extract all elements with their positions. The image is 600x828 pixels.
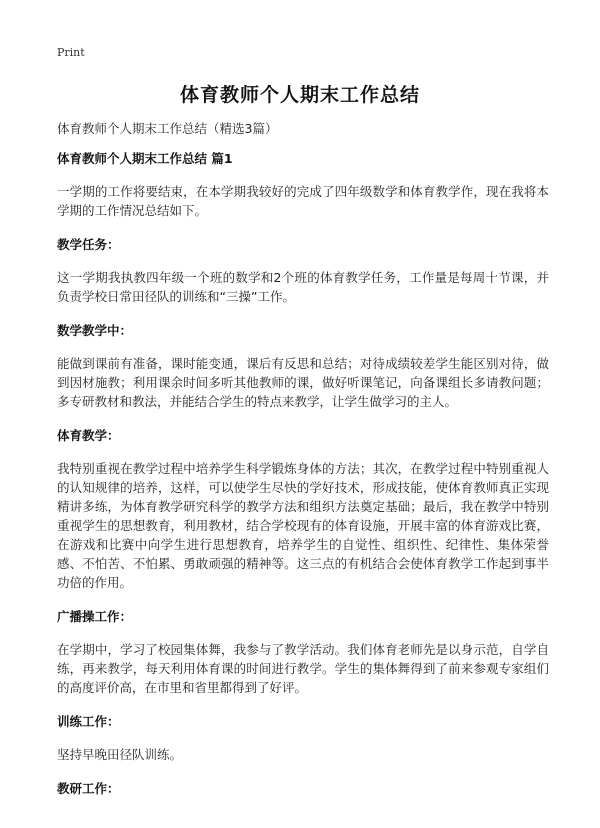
section-heading-training: 训练工作： [57,714,120,729]
document-subtitle: 体育教师个人期末工作总结（精选3篇） [57,121,278,136]
section-paragraph-training: 坚持早晚田径队训练。 [57,747,183,762]
section-heading-teaching-tasks: 教学任务： [57,237,120,252]
article-heading: 体育教师个人期末工作总结 篇1 [57,151,233,166]
section-heading-pe-teaching: 体育教学： [57,428,120,443]
section-heading-math-teaching: 数学教学中： [57,323,133,338]
print-link[interactable]: Print [57,46,85,59]
section-paragraph-teaching-tasks: 这一学期我执教四年级一个班的数学和2个班的体育教学任务，工作量是每周十节课，并负责学校日常田径队的训练和“三操”工作。 [57,270,549,304]
section-paragraph-broadcast-exercise: 在学期中，学习了校园集体舞，我参与了教学活动。我们体育老师先是以身示范，自学自练，再来教学，每天利用体育课的时间进行教学。学生的集体舞得到了前来参观专家组们的高度评价高，在市里和省里都得到了好评。 [57,642,549,695]
page-title: 体育教师个人期末工作总结 [179,84,420,106]
section-paragraph-math-teaching: 能做到课前有准备，课时能变通，课后有反思和总结；对待成绩较差学生能区别对待，做到因材施教；利用课余时间多听其他教师的课，做好听课笔记，向备课组长多请教问题；多专研教材和教法，并能结合学生的特点来教学，让学生做学习的主人。 [57,356,549,409]
intro-paragraph: 一学期的工作将要结束，在本学期我较好的完成了四年级数学和体育教学作，现在我将本学期的工作情况总结如下。 [57,184,549,218]
section-heading-broadcast-exercise: 广播操工作： [57,609,133,624]
section-heading-research: 教研工作： [57,781,120,796]
section-paragraph-pe-teaching: 我特别重视在教学过程中培养学生科学锻炼身体的方法；其次，在教学过程中特别重视人的认知规律的培养，这样，可以使学生尽快的学好技术，形成技能，使体育教师真正实现精讲多练，为体育教学研究科学的教学方法和组织方法奠定基础；最后，我在教学中特别重视学生的思想教育，利用教材，结合学校现有的体育设施，开展丰富的体育游戏比赛，在游戏和比赛中向学生进行思想教育，培养学生的自觉性、组织性、纪律性、集体荣誉感、不怕苦、不怕累、勇敢顽强的精神等。这三点的有机结合会使体育教学工作起到事半功倍的作用。 [57,461,549,590]
document-body [57,120,549,798]
